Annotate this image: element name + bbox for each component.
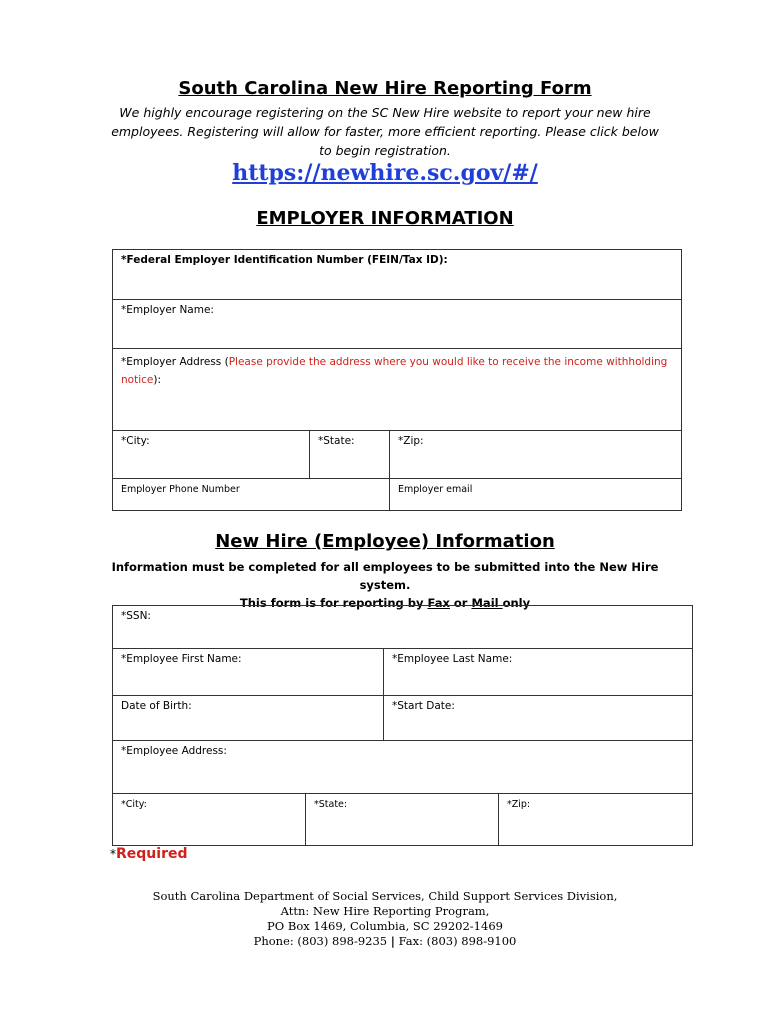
footer-line-1: South Carolina Department of Social Services, Child Support Services Division, [152, 889, 618, 903]
intro-text [110, 103, 660, 160]
employer-name-field[interactable] [113, 300, 682, 349]
employer-address-field[interactable] [113, 349, 682, 431]
registration-link[interactable]: https://newhire.sc.gov/#/ [232, 160, 538, 186]
date-of-birth-label: Date of Birth: [121, 700, 192, 712]
employee-address-field[interactable] [113, 741, 693, 794]
employee-zip-field[interactable] [499, 794, 693, 846]
employer-email-label: Employer email [398, 484, 473, 495]
note-suffix: only [502, 596, 531, 610]
employer-zip-label: *Zip: [398, 435, 424, 447]
employer-section-heading: EMPLOYER INFORMATION [256, 208, 514, 229]
employer-address-label: *Employer Address ( [121, 356, 229, 368]
employee-city-field[interactable] [113, 794, 306, 846]
employer-zip-field[interactable] [390, 431, 682, 479]
employee-section-note [100, 558, 670, 612]
footer-line-3: PO Box 1469, Columbia, SC 29202-1469 [267, 919, 503, 933]
fein-field[interactable] [113, 250, 682, 300]
footer-separator: | [390, 934, 395, 948]
employer-address-label-end: ): [153, 374, 161, 386]
employer-city-label: *City: [121, 435, 150, 447]
employer-state-field[interactable] [310, 431, 390, 479]
note-or: or [449, 596, 472, 610]
date-of-birth-field[interactable] [113, 696, 384, 741]
footer-fax: Fax: (803) 898-9100 [398, 934, 517, 948]
employer-phone-field[interactable] [113, 479, 390, 511]
employer-email-field[interactable] [390, 479, 682, 511]
note-line-1: Information must be completed for all employees to be submitted into the New Hire system. [111, 560, 659, 592]
employer-city-field[interactable] [113, 431, 310, 479]
employer-name-label: *Employer Name: [121, 304, 214, 316]
intro-line-2: employees. Registering will allow for faster, more efficient reporting. Please click below [111, 124, 659, 139]
employee-zip-label: *Zip: [507, 799, 531, 810]
employer-phone-label: Employer Phone Number [121, 484, 240, 495]
required-label: Required [116, 846, 188, 862]
employer-info-table [112, 249, 682, 511]
required-note [110, 846, 187, 862]
employee-last-name-label: *Employee Last Name: [392, 653, 513, 665]
ssn-field[interactable] [113, 606, 693, 649]
note-prefix: This form is for reporting by [239, 596, 428, 610]
start-date-field[interactable] [384, 696, 693, 741]
intro-line-1: We highly encourage registering on the SC New Hire website to report your new hire [119, 105, 651, 120]
ssn-label: *SSN: [121, 610, 151, 622]
required-star: * [110, 847, 116, 861]
note-mail: Mail [471, 596, 503, 610]
start-date-label: *Start Date: [392, 700, 455, 712]
employee-first-name-label: *Employee First Name: [121, 653, 242, 665]
employee-address-label: *Employee Address: [121, 745, 227, 757]
form-title: South Carolina New Hire Reporting Form [178, 78, 592, 99]
employee-section-heading: New Hire (Employee) Information [215, 531, 555, 552]
note-fax: Fax [427, 596, 450, 610]
employee-city-label: *City: [121, 799, 147, 810]
employer-address-note: Please provide the address where you would like to receive the income withholding notice [121, 356, 668, 386]
footer-phone: Phone: (803) 898-9235 [253, 934, 388, 948]
footer-line-4 [0, 934, 770, 949]
footer-address [0, 889, 770, 949]
employee-first-name-field[interactable] [113, 649, 384, 696]
intro-line-3: to begin registration. [319, 143, 451, 158]
employee-state-label: *State: [314, 799, 348, 810]
employee-state-field[interactable] [306, 794, 499, 846]
fein-label: *Federal Employer Identification Number (FEIN/Tax ID): [121, 254, 448, 266]
employee-info-table [112, 605, 693, 846]
employer-state-label: *State: [318, 435, 355, 447]
employee-last-name-field[interactable] [384, 649, 693, 696]
footer-line-2: Attn: New Hire Reporting Program, [280, 904, 490, 918]
